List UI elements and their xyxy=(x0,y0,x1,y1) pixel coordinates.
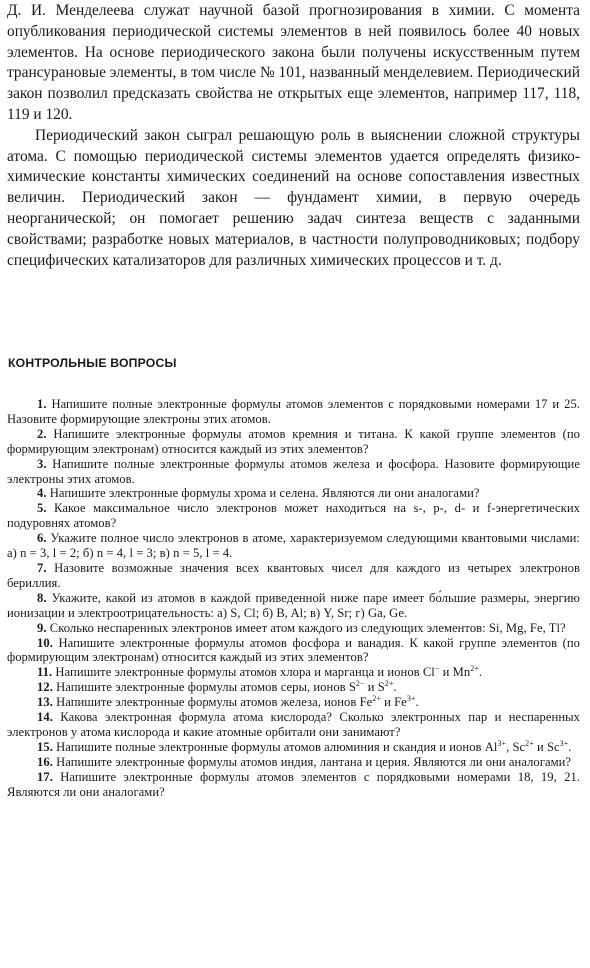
question-item: 12. Напишите электронные формулы атомов серы, ионов $S^{2-}$ и $S^{2+}$. xyxy=(37,679,397,695)
question-item: 17. Напишите электронные формулы атомов элементов с порядковыми номерами 18, 19, 21. Являются ли они аналогами? xyxy=(7,769,580,799)
question-number: 14. xyxy=(37,710,53,725)
section-title: КОНТРОЛЬНЫЕ ВОПРОСЫ xyxy=(8,356,177,370)
intro-text xyxy=(7,1,580,271)
question-number: 15. xyxy=(37,739,53,754)
textbook-page xyxy=(0,1,590,968)
question-item: 11. Напишите электронные формулы атомов хлора и марганца и ионов Cl− и $Mn^{2+}$. xyxy=(37,664,483,680)
question-number: 11. xyxy=(37,665,53,680)
question-item: 6. Укажите полное число электронов в атоме, характеризуемом следующими квантовыми числами: а) n = 3, l = 2; б) n = 4, l = 3; в) n = 5, l = 4. xyxy=(7,531,580,561)
question-item: 13. Напишите электронные формулы атомов железа, ионов $Fe^{2+}$ и $Fe^{3+}$. xyxy=(37,694,419,710)
question-number: 9. xyxy=(37,620,47,635)
question-item: 15. Напишите полные электронные формулы атомов алюминия и скандия и ионов $Al^{3+}$, $Sc^{2+}$ и $Sc^{3+}$. xyxy=(37,738,572,754)
question-number: 6. xyxy=(37,531,47,546)
question-number: 3. xyxy=(37,456,47,471)
question-number: 13. xyxy=(37,695,53,710)
question-number: 10. xyxy=(37,635,53,650)
question-item: 8. Укажите, какой из атомов в каждой приведенной ниже паре имеет бо́льшие размеры, энергию ионизации и электроотрицательность: а) S, Cl; б) B, Al; в) Y, Sr; г) Ga, Ge. xyxy=(7,590,581,620)
question-item: 1. Напишите полные электронные формулы атомов элементов с порядковыми номерами 17 и 25. Назовите формирующие электроны этих атомов. xyxy=(7,397,580,426)
question-number: 8. xyxy=(37,590,47,605)
question-number: 2. xyxy=(37,426,47,441)
question-item: 4. Напишите электронные формулы хрома и селена. Являются ли они аналогами? xyxy=(37,486,480,501)
question-number: 17. xyxy=(37,769,53,784)
questions-list xyxy=(7,397,580,799)
intro-paragraph-1: Д. И. Менделеева служат научной базой прогнозирования в химии. С момента опубликования периодической системы элементов в ней появилось более 40 новых элементов. На основе периодического закона были получены искусственным путем трансурановые элементы, в том числе № 101, названный менделевием. Периодический закон позволил предсказать свойства не открытых еще элементов, например 117, 118, 119 и 120. xyxy=(7,2,580,123)
question-item: 5. Какое максимальное число электронов может находиться на s-, p-, d- и f-энергетических подуровнях атомов? xyxy=(7,501,580,531)
question-item: 3. Напишите полные электронные формулы атомов железа и фосфора. Назовите формирующие электроны этих атомов. xyxy=(7,456,580,486)
question-item: 9. Сколько неспаренных электронов имеет атом каждого из следующих элементов: Si, Mg, Fe, Tl? xyxy=(37,620,566,635)
question-number: 1. xyxy=(37,397,47,411)
question-item: 10. Напишите электронные формулы атомов фосфора и ванадия. К какой группе элементов (по формирующим электронам) относится каждый из этих элементов? xyxy=(7,635,580,665)
question-item: 16. Напишите электронные формулы атомов индия, лантана и церия. Являются ли они аналогами? xyxy=(37,754,572,769)
question-number: 4. xyxy=(37,486,47,501)
question-number: 16. xyxy=(37,754,53,769)
question-number: 7. xyxy=(37,560,47,575)
question-number: 12. xyxy=(37,680,53,695)
question-item: 2. Напишите электронные формулы атомов кремния и титана. К какой группе элементов (по формирующим электронам) относится каждый из этих элементов? xyxy=(7,426,580,456)
intro-paragraph-2: Периодический закон сыграл решающую роль в выяснении сложной структуры атома. С помощью периодической системы элементов удается определять физико-химические константы химических соединений на основе сопоставления известных величин. Периодический закон — фундамент химии, в первую очередь неорганической; он помогает решению задач синтеза веществ с заданными свойствами; разработке новых материалов, в частности полупроводниковых; подбору специфических катализаторов для различных химических процессов и т. д. xyxy=(7,126,580,269)
question-number: 5. xyxy=(37,501,47,516)
question-item: 7. Назовите возможные значения всех квантовых чисел для каждого из четырех электронов бериллия. xyxy=(7,560,580,590)
question-item: 14. Какова электронная формула атома кислорода? Сколько электронных пар и неспаренных электронов у атома кислорода и какие атомные орбитали они занимают? xyxy=(7,710,580,739)
